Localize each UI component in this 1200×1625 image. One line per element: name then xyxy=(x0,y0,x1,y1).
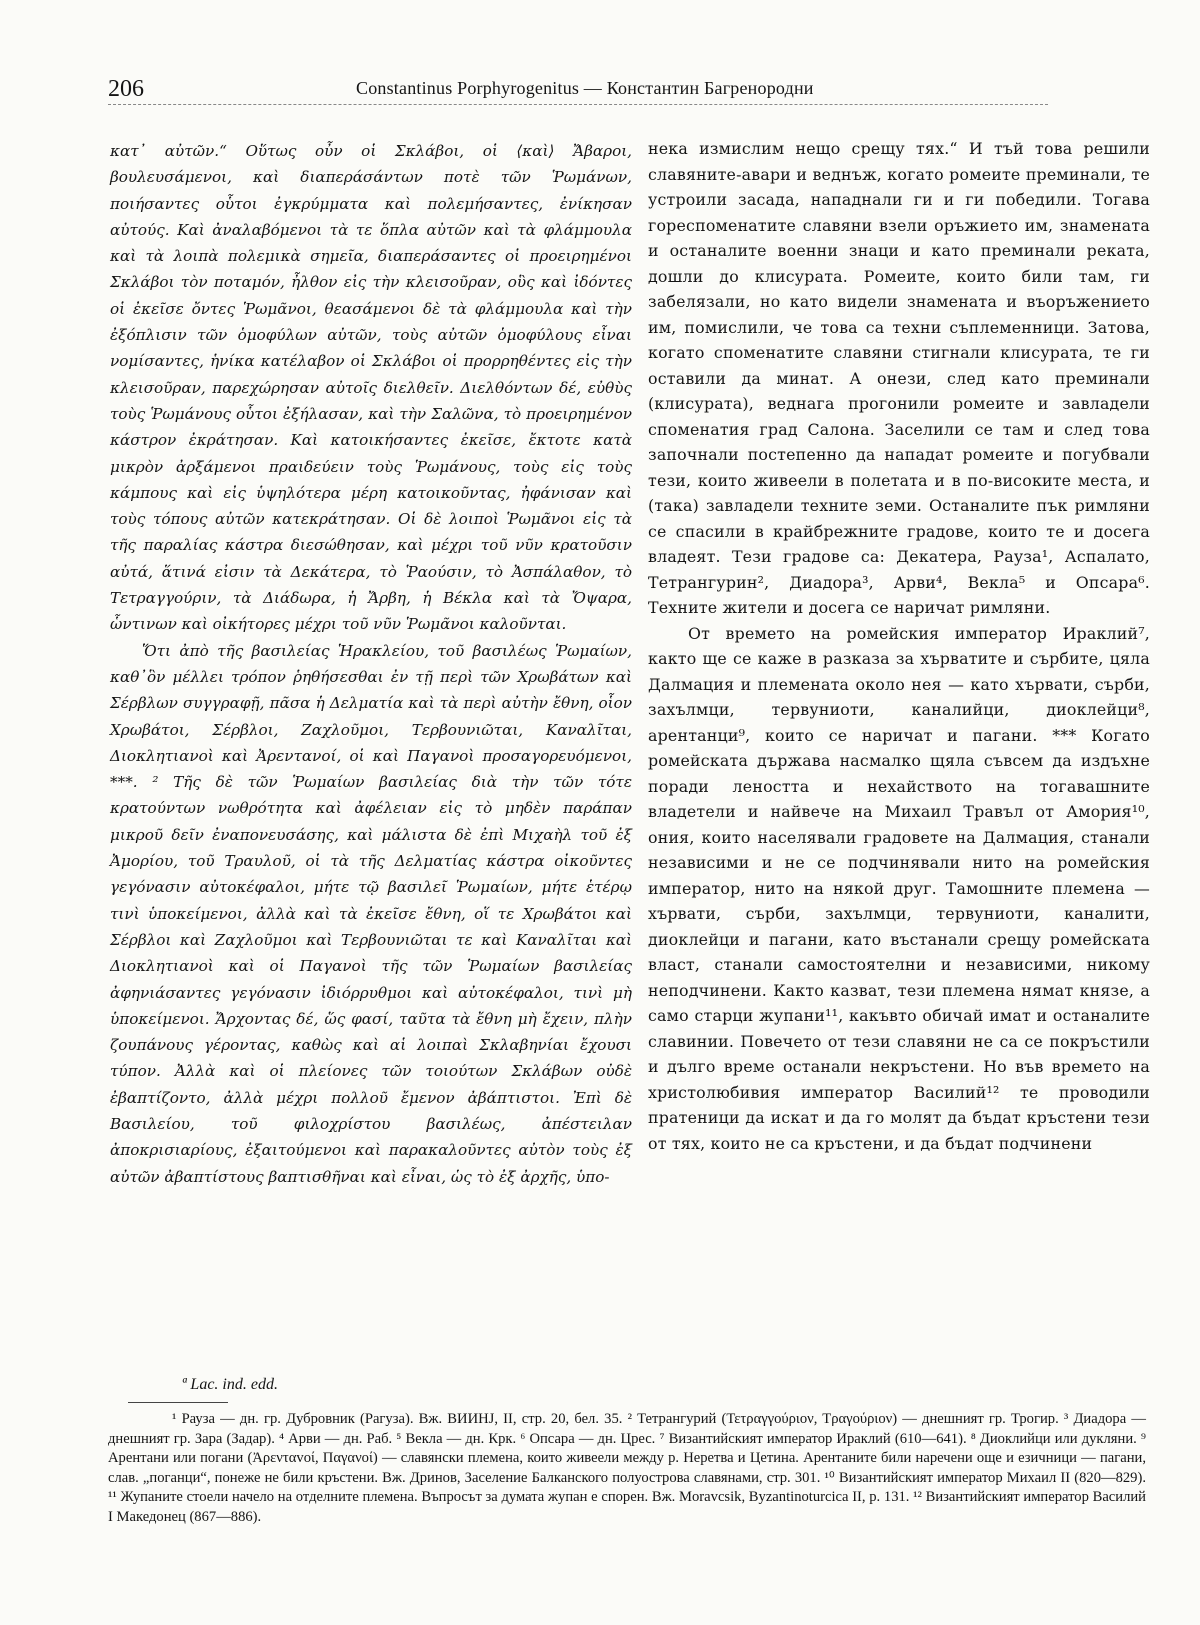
header-rule xyxy=(108,104,1048,105)
bulgarian-paragraph: От времето на ромейския император Ираклий⁷, както ще се каже в разказа за хърватите и сърбите, цяла Далмация и племената около нея — като хървати, сърби, захълмци, тервуниоти, каналийци, диоклейци⁸, арентанци⁹, които се наричат и пагани. *** Когато ромейската държава насмалко щяла съвсем да издъхне поради леността и нехайството на тогавашните владетели и найвече на Михаил Травъл от Амория¹⁰, ония, които населявали градовете на Далмация, станали независими и не се подчинявали нито на ромейския император, нито на някой друг. Тамошните племена — хървати, сърби, захълмци, тервуниоти, каналити, диоклейци и пагани, като въстанали срещу ромейската власт, станали самостоятелни и независими, никому неподчинени. Както казват, тези племена нямат князе, а само старци жупани¹¹, какъвто обичай имат и останалите славинии. Повечето от тези славяни не са се покръстили и дълго време останали некръстени. Но във времето на христолюбивия император Василий¹² те проводили пратеници да искат и да го молят да бъдат кръстени тези от тях, които не са кръстени, и да бъдат подчинени xyxy=(648,623,1150,1153)
footnotes xyxy=(108,1410,1146,1527)
lacuna-note: ª Lac. ind. edd. xyxy=(182,1376,278,1393)
running-head: Constantinus Porphyrogenitus — Константин Багренородни xyxy=(356,78,814,98)
page-number: 206 xyxy=(108,76,144,102)
page-header xyxy=(108,74,1068,108)
greek-paragraph: κατ᾽ αὐτῶν.“ Οὕτως οὖν οἱ Σκλάβοι, οἱ ⟨καὶ⟩ Ἄβαροι, βουλευσάμενοι, καὶ διαπεράσάντων ποτὲ τῶν Ῥωμάνων, ποιήσαντες οὗτοι ἐγκρύμματα καὶ πολεμήσαντες, ἐνίκησαν αὐτούς. Καὶ ἀναλαβόμενοι τὰ τε ὅπλα αὐτῶν καὶ τὰ φλάμμουλα καὶ τὰ λοιπὰ πολεμικὰ σημεῖα, διαπεράσαντες οἱ προειρημένοι Σκλάβοι τὸν ποταμόν, ἦλθον εἰς τὴν κλεισοῦραν, οὓς καὶ ἰδόντες οἱ ἐκεῖσε ὄντες Ῥωμᾶνοι, θεασάμενοι δὲ τὰ φλάμμουλα καὶ τὴν ἐξόπλισιν τῶν ὁμοφύλων αὐτῶν, τοὺς αὐτῶν ὁμοφύλους εἶναι νομίσαντες, ἡνίκα κατέλαβον οἱ Σκλάβοι οἱ προρρηθέντες εἰς τὴν κλεισοῦραν, παρεχώρησαν αὐτοῖς διελθεῖν. Διελθόντων δέ, εὐθὺς τοὺς Ῥωμάνους οὗτοι ἐξήλασαν, καὶ τὴν Σαλῶνα, τὸ προειρημένον κάστρον ἐκράτησαν. Καὶ κατοικήσαντες ἐκεῖσε, ἔκτοτε κατὰ μικρὸν ἀρξάμενοι πραιδεύειν τοὺς Ῥωμάνους, τοὺς εἰς τοὺς κάμπους καὶ εἰς ὑψηλότερα μέρη κατοικοῦντας, ἠφάνισαν καὶ τοὺς τόπους αὐτῶν κατεκράτησαν. Οἱ δὲ λοιποὶ Ῥωμᾶνοι εἰς τὰ τῆς παραλίας κάστρα διεσώθησαν, καὶ μέχρι τοῦ νῦν κρατοῦσιν αὐτά, ἅτινά εἰσιν τὰ Δεκάτερα, τὸ Ῥαούσιν, τὸ Ἀσπάλαθον, τὸ Τετραγγούριν, τὰ Διάδωρα, ἡ Ἄρβη, ἡ Βέκλα καὶ τὰ Ὄψαρα, ὧντινων καὶ οἰκήτορες μέχρι τοῦ νῦν Ῥωμᾶνοι καλοῦνται. xyxy=(110,142,632,634)
bulgarian-paragraph: нека измислим нещо срещу тях.“ И тъй това решили славяните-авари и веднъж, когато ромеите преминали, те устроили засада, нападнали ги и ги победили. Тогава гореспоменатите славяни взели оръжието им, знамената и останалите военни знаци и като преминали реката, дошли до клисурата. Ромеите, които били там, ги забелязали, но като видели знамената и въоръжението им, помислили, че това са техни съплеменници. Затова, когато споменатите славяни стигнали клисурата, те ги оставили да минат. А онези, след като преминали (клисурата), веднага прогонили ромеите и завладели споменатия град Салона. Заселили се там и след това започнали постепенно да нападат ромеите и погубвали тези, които живеели в полетата и в по-високите места, и (така) завладели техните земи. Останалите пък римляни се спасили в крайбрежните градове, които те и досега владеят. Тези градове са: Декатера, Рауза¹, Аспалато, Тетрангурин², Диадора³, Арви⁴, Векла⁵ и Опсара⁶. Техните жители и досега се наричат римляни. xyxy=(648,139,1150,617)
footnote-text: ¹ Рауза — дн. гр. Дубровник (Рагуза). Вж. ВИИНЈ, II, стр. 20, бел. 35. ² Тетрангурий (Τετραγγούριον, Τραγούριον) — днешният гр. Трогир. ³ Диадора — днешният гр. Зара (Задар). ⁴ Арви — дн. Раб. ⁵ Векла — дн. Крк. ⁶ Опсара — дн. Црес. ⁷ Византийският император Ираклий (610—641). ⁸ Диоклийци или дукляни. ⁹ Арентани или погани (Ἀρενταvοί, Παγανοί) — славянски племена, които живеели между р. Неретва и Цетина. Арентаните били наречени още и езичници — пагани, слав. „поганци“, понеже не били кръстени. Вж. Дринов, Заселение Балканского полуострова славянами, стр. 301. ¹⁰ Византийският император Михаил II (820—829). ¹¹ Жупаните стоели начело на отделните племена. Въпросът за думата жупан е спорен. Вж. Moravcsik, Byzantinoturcica II, p. 131. ¹² Византийският император Василий I Македонец (867—886). xyxy=(108,1411,1146,1525)
bulgarian-column xyxy=(648,136,1150,1156)
greek-column xyxy=(110,138,632,1190)
footnote-rule xyxy=(128,1402,228,1403)
greek-paragraph: Ὅτι ἀπὸ τῆς βασιλείας Ἡρακλείου, τοῦ βασιλέως Ῥωμαίων, καθ᾽ὃν μέλλει τρόπον ῥηθήσεσθαι ἐν τῇ περὶ τῶν Χρωβάτων καὶ Σέρβλων συγγραφῇ, πᾶσα ἡ Δελματία καὶ τὰ περὶ αὐτὴν ἔθνη, οἷον Χρωβάτοι, Σέρβλοι, Ζαχλοῦμοι, Τερβουνιῶται, Καναλῖται, Διοκλητιανοὶ καὶ Ἀρεντανοί, οἱ καὶ Παγανοὶ προσαγορευόμενοι, ***. ² Τῆς δὲ τῶν Ῥωμαίων βασιλείας διὰ τὴν τῶν τότε κρατούντων νωθρότητα καὶ ἀφέλειαν εἰς τὸ μηδὲν παράπαν μικροῦ δεῖν ἐναπονευσάσης, καὶ μάλιστα δὲ ἐπὶ Μιχαὴλ τοῦ ἐξ Ἀμορίου, τοῦ Τραυλοῦ, οἱ τὰ τῆς Δελματίας κάστρα οἰκοῦντες γεγόνασιν αὐτοκέφαλοι, μήτε τῷ βασιλεῖ Ῥωμαίων, μήτε ἑτέρῳ τινὶ ὑποκείμενοι, ἀλλὰ καὶ τὰ ἐκεῖσε ἔθνη, οἵ τε Χρωβάτοι καὶ Σέρβλοι καὶ Ζαχλοῦμοι καὶ Τερβουνιῶται τε καὶ Καναλῖται καὶ Διοκλητιανοὶ καὶ οἱ Παγανοὶ τῆς τῶν Ῥωμαίων βασιλείας ἀφηνιάσαντες γεγόνασιν ἰδιόρρυθμοι καὶ αὐτοκέφαλοι, τινὶ μὴ ὑποκείμενοι. Ἄρχοντας δέ, ὥς φασί, ταῦτα τὰ ἔθνη μὴ ἔχειν, πλὴν ζουπάνους γέροντας, καθὼς καὶ αἱ λοιπαὶ Σκλαβηνίαι ἔχουσι τύπον. Ἀλλὰ καὶ οἱ πλείονες τῶν τοιούτων Σκλάβων οὐδὲ ἐβαπτίζοντο, ἀλλὰ μέχρι πολλοῦ ἔμενον ἀβάπτιστοι. Ἐπὶ δὲ Βασιλείου, τοῦ φιλοχρίστου βασιλέως, ἀπέστειλαν ἀποκρισιαρίους, ἐξαιτούμενοι καὶ παρακαλοῦντες αὐτὸν τοὺς ἐξ αὐτῶν ἀβαπτίστους βαπτισθῆναι καὶ εἶναι, ὡς τὸ ἐξ ἀρχῆς, ὑπο- xyxy=(110,641,632,1186)
